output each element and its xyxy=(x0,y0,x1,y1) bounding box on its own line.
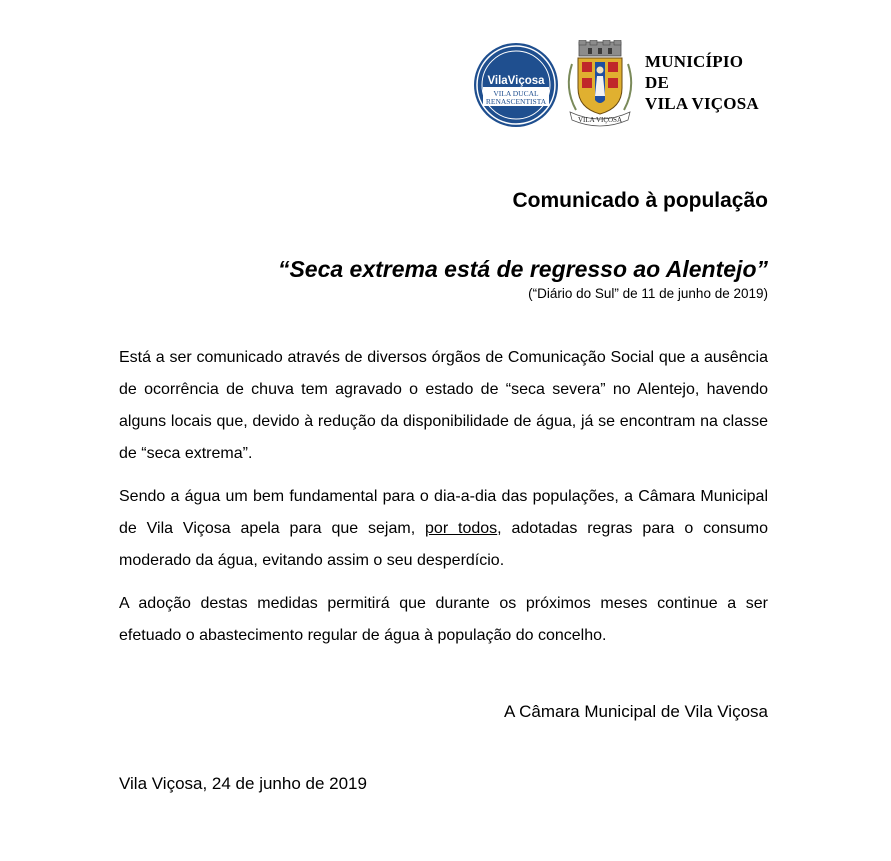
logo-subtitle-2: RENASCENTISTA xyxy=(485,97,547,106)
paragraph-3: A adoção destas medidas permitirá que durante os próximos meses continue a ser efetuado o abastecimento regular de água à população do concelho. xyxy=(119,595,768,644)
document-subtitle: “Seca extrema está de regresso ao Alentejo” xyxy=(277,256,768,282)
municipality-name xyxy=(645,51,759,114)
document-title: Comunicado à população xyxy=(512,189,768,212)
subtitle-source: (“Diário do Sul” de 11 de junho de 2019) xyxy=(528,286,768,301)
signature: A Câmara Municipal de Vila Viçosa xyxy=(504,702,768,721)
vila-vicosa-logo xyxy=(473,42,559,128)
municipality-line-2: DE xyxy=(645,73,670,92)
paragraph-2-end: , adotadas regras para o consumo moderado da água, evitando assim o seu desperdício. xyxy=(119,520,769,569)
municipality-line-3: VILA VIÇOSA xyxy=(645,94,759,113)
municipality-line-1: MUNICÍPIO xyxy=(645,52,744,71)
logo-subtitle-1: VILA DUCAL xyxy=(493,89,539,98)
paragraph-2 xyxy=(119,481,768,577)
logo-text: VilaViçosa xyxy=(487,75,545,87)
paragraph-2-emphasis: por todos xyxy=(425,520,498,537)
paragraph-1: Está a ser comunicado através de diversos órgãos de Comunicação Social que a ausência de ocorrência de chuva tem agravado o estado de “seca severa” no Alentejo, havendo alguns locais que, devido à redução da disponibilidade de água, já se encontram na classe de “seca extrema”. xyxy=(119,349,768,462)
document-date: Vila Viçosa, 24 de junho de 2019 xyxy=(119,774,367,793)
paragraph-2-start: Sendo a água um bem fundamental para o dia-a-dia das populações, a Câmara Municipal de Vila Viçosa apela para que sejam, xyxy=(119,488,768,537)
coat-of-arms-icon xyxy=(562,40,638,128)
crest-caption: VILA VIÇOSA xyxy=(577,116,623,124)
document-body xyxy=(119,342,768,663)
